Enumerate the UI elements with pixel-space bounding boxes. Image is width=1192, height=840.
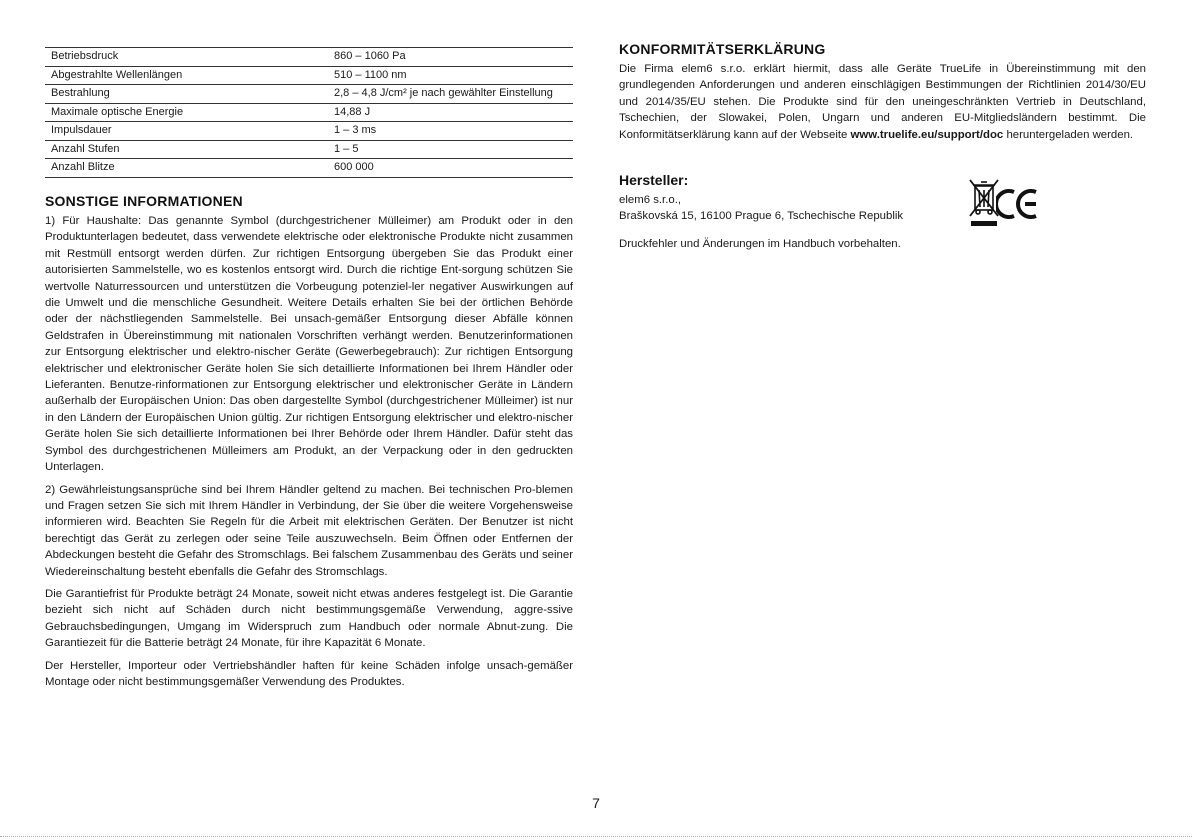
spec-row [45,85,573,104]
spec-value: 860 – 1060 Pa [334,50,406,63]
sonstige-body [45,213,573,696]
paragraph-warranty-period: Die Garantiefrist für Produkte beträgt 24 Monate, soweit nicht etwas anderes festgelegt ist. Die Garantie bezieht sich nicht auf Schäden durch nicht bestimmungsgemäße Verwendung, aggre-ssive Gebrauchsbedingungen, Umgang im Widerspruch zum Handbuch oder normale Abnut-zung. Die Garantiezeit für die Batterie beträgt 24 Monate, für ihre Kapazität 6 Monate. [45,587,573,650]
paragraph-warranty-claims: 2) Gewährleistungsansprüche sind bei Ihrem Händler geltend zu machen. Bei technischen Pro-blemen und Fragen setzen Sie sich mit Ihrem Händler in Verbindung, der Sie über die weitere Vorgehensweise informieren wird. Beachten Sie Regeln für die Arbeit mit elektrischen Geräten. Der Benutzer ist nicht berechtigt das Gerät zu zerlegen oder seine Teile auszuwechseln. Beim Öffnen oder Entfernen der Abdeckungen besteht die Gefahr des Stromschlags. Bei falschem Zusammenbau des Geräts und seiner Wiedereinschaltung besteht ebenfalls die Gefahr des Stromschlags. [45,483,573,578]
hersteller-name: elem6 s.r.o., [619,194,682,206]
spec-key: Maximale optische Energie [51,105,184,118]
konformitaet-url[interactable]: www.truelife.eu/support/doc [850,128,1004,141]
spec-value: 14,88 J [334,105,371,118]
spec-row [45,159,573,178]
specifications-table [45,47,573,178]
page-bottom-divider [0,836,1192,837]
spec-key: Abgestrahlte Wellenlängen [51,68,183,81]
spec-row [45,103,573,122]
spec-row [45,140,573,159]
page-number: 7 [592,795,600,811]
konformitaet-text: Die Firma elem6 s.r.o. erklärt hiermit, dass alle Geräte TrueLife in Übereinstimmung mit den grundlegenden Anforderungen und anderen einschlägigen Bestimmungen der Richtlinien 2014/30/EU und 2014/35/EU stehen. Die Produkte sind für den uneingeschränkten Vertrieb in Deutschland, Tschechien, der Slowakei, Polen, Ungarn und anderen EU-Mitgliedsländern bestimmt. Die Konformitätserklärung kann auf der Webseite [619,63,1146,141]
konformitaet-heading: KONFORMITÄTSERKLÄRUNG [619,41,826,57]
spec-key: Bestrahlung [51,87,110,100]
hersteller-heading: Hersteller: [619,172,689,188]
spec-value: 2,8 – 4,8 J/cm² je nach gewählter Einstellung [334,87,553,100]
paragraph-liability: Der Hersteller, Importeur oder Vertriebshändler haften für keine Schäden infolge unsach-gemäßer Montage oder nicht bestimmungsgemäßer Verwendung des Produktes. [45,659,573,688]
disclaimer-note: Druckfehler und Änderungen im Handbuch vorbehalten. [619,238,901,250]
sonstige-heading: SONSTIGE INFORMATIONEN [45,193,243,209]
spec-value: 1 – 3 ms [334,124,377,137]
spec-key: Impulsdauer [51,124,112,137]
spec-key: Anzahl Stufen [51,142,120,155]
spec-key: Anzahl Blitze [51,161,115,174]
spec-row [45,66,573,85]
hersteller-address: Braškovská 15, 16100 Prague 6, Tschechische Republik [619,210,904,223]
paragraph-disposal: 1) Für Haushalte: Das genannte Symbol (durchgestrichener Mülleimer) am Produkt oder in den Produktunterlagen bedeutet, dass verwendete elektrische oder elektronische Produkte nicht zusammen mit Restmüll entsorgt werden dürfen. Zur richtigen Entsorgung übergeben Sie das Produkt einer autorisierten Sammelstelle, wo es kostenlos entsorgt wird. Durch die richtige Ent-sorgung schützen Sie wertvolle Naturressourcen und unterstützen die Vorbeugung potenziel-ler negativer Auswirkungen auf die Umwelt und die menschliche Gesundheit. Weitere Details erhalten Sie bei der örtlichen Behörde oder der nächstliegenden Sammelstelle. Bei unsach-gemäßer Entsorgung dieser Abfälle können Geldstrafen in Übereinstimmung mit nationalen Vorschriften verhängt werden. Benutzerinformationen zur Entsorgung elektrischer und elektro-nischer Geräte (Gewerbegebrauch): Zur richtigen Entsorgung elektrischer und elektronischer Geräte holen Sie sich detaillierte Informationen bei Ihrem Händler oder Lieferanten. Benutze-rinformationen zur Entsorgung elektrischer und elektronischer Geräte in Ländern außerhalb der Europäischen Union: Das oben dargestellte Symbol (durchgestrichener Mülleimer) ist nur in den Ländern der Europäischen Union gültig. Zur richtigen Entsorgung elektrischer und elektro-nischer Geräte holen Sie sich detaillierte Informationen bei Ihrer Behörde oder Ihrem Händler. Dafür steht das Symbol des durchgestrichenen Mülleimers am Produkt, an der Verpackung oder in den gedruckten Unterlagen. [45,215,573,474]
spec-row [45,48,573,67]
spec-value: 1 – 5 [334,142,359,155]
konformitaet-body [619,61,1146,143]
spec-row [45,122,573,141]
spec-key: Betriebsdruck [51,50,119,63]
ce-mark-icon [996,187,1042,221]
spec-value: 600 000 [334,161,374,174]
hersteller-address-block [619,192,903,225]
spec-value: 510 – 1100 nm [334,68,407,81]
konformitaet-text-after: heruntergeladen werden. [1006,128,1134,141]
